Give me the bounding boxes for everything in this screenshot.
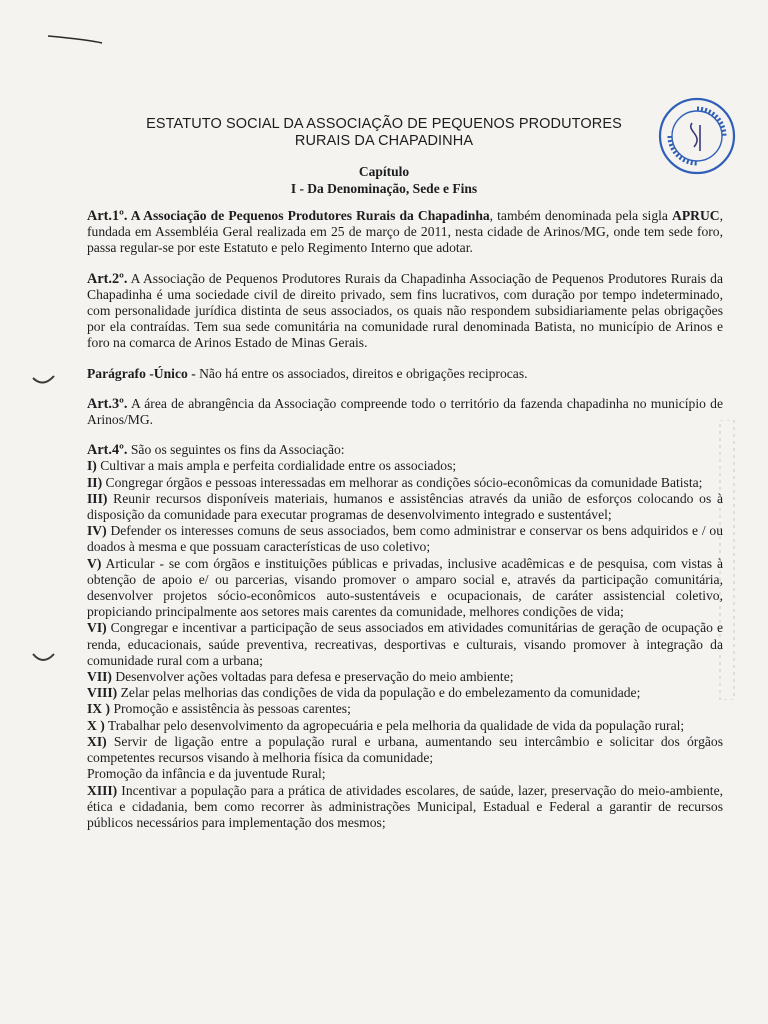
list-item-text: Congregar órgãos e pessoas interessadas em melhorar as condições sócio-econômicas da comunidade Batista; [102, 474, 703, 490]
document-body [87, 208, 723, 831]
list-item [87, 783, 723, 832]
list-item [87, 685, 723, 701]
list-item-text: Cultivar a mais ampla e perfeita cordialidade entre os associados; [96, 458, 457, 474]
article-3-text: A área de abrangência da Associação compreende todo o território da fazenda chapadinha no município de Arinos/MG. [87, 395, 723, 428]
binding-hole-mark-top [28, 360, 58, 390]
list-item-number: IV) [87, 523, 107, 539]
list-item-number: VIII) [87, 685, 118, 701]
list-item-number: X ) [87, 717, 105, 733]
article-4-label: Art.4º. [87, 442, 128, 459]
list-item-text: Trabalhar pelo desenvolvimento da agropecuária e pela melhoria da qualidade de vida da população rural; [104, 717, 685, 733]
list-item-number: VI) [87, 620, 107, 636]
article-1-lead: A Associação de Pequenos Produtores Rurais da Chapadinha [127, 208, 490, 223]
list-item [87, 669, 723, 685]
article-3 [87, 396, 723, 428]
chapter-heading [0, 163, 768, 197]
article-4-intro-text: São os seguintes os fins da Associação: [127, 442, 345, 458]
title-line-2: RURAIS DA CHAPADINHA [294, 133, 474, 149]
article-3-label: Art.3º. [87, 395, 128, 412]
list-item-text: Zelar pelas melhorias das condições de vida da população e do embelezamento da comunidade; [117, 685, 641, 701]
list-item-number: I) [87, 458, 97, 474]
list-item-text: Reunir recursos disponíveis materiais, humanos e assistências através da união de esforços colocando os à disposição da comunidade para executar programas de desenvolvimento integrado e sustentável; [87, 490, 723, 523]
paragrafo-unico-text: Não há entre os associados, direitos e obrigações reciprocas. [195, 365, 528, 381]
list-item-text: Articular - se com órgãos e instituições públicas e privadas, inclusive acadêmicas e de pesquisa, com vistas à obtenção de apoio e/ ou parcerias, visando promover o amparo social e, através da participação comunitária, desenvolver projetos sócio-econômicos auto-sustentáveis e ocupacionais, de caráter assistencial coletivo, propiciando principalmente aos setores mais carentes da comunidade, melhores condições de vida; [87, 555, 723, 620]
article-2-text: A Associação de Pequenos Produtores Rurais da Chapadinha Associação de Pequenos Produtores Rurais da Chapadinha é uma sociedade civil de direito privado, sem fins lucrativos, com duração por tempo indeterminado, com personalidade jurídica distinta de seus associados, os quais não respondem subsidiariamente pelas obrigações por ela contraídas. Tem sua sede comunitária na comunidade rural denominada Batista, no município de Arinos e foro na comarca de Arinos Estado de Minas Gerais. [87, 270, 723, 351]
article-1-label: Art.1º. [87, 208, 128, 224]
article-1-text-1: , também denominada pela sigla [489, 208, 673, 223]
list-item [87, 556, 723, 621]
list-item [87, 523, 723, 555]
list-item-text: Desenvolver ações voltadas para defesa e preservação do meio ambiente; [111, 669, 514, 685]
list-item-number: V) [87, 555, 102, 571]
paragrafo-unico-label: Parágrafo -Único - [87, 365, 196, 381]
list-item-number: IX ) [87, 701, 111, 717]
list-item-number: XI) [87, 733, 107, 749]
list-item-text: Promoção e assistência às pessoas carentes; [110, 701, 351, 717]
list-item [87, 458, 723, 474]
list-item [87, 734, 723, 766]
list-item-text: Promoção da infância e da juventude Rural; [87, 766, 326, 782]
list-item-text: Servir de ligação entre a população rural e urbana, aumentando seu intercâmbio e solicitar dos órgãos competentes recursos visando à melhoria física da comunidade; [87, 733, 723, 766]
article-2-label: Art.2º. [87, 270, 128, 287]
list-item [87, 620, 723, 669]
paragrafo-unico [87, 366, 723, 382]
list-item-text: Defender os interesses comuns de seus associados, bem como administrar e conservar os bens adquiridos e / ou doados à mesma e que possuam características de uso coletivo; [87, 523, 723, 555]
list-item [87, 491, 723, 523]
article-2 [87, 271, 723, 352]
article-1-text-2: , fundada em Assembléia Geral realizada em 25 de março de 2011, nesta cidade de Arinos/MG, onde tem sede foro, passa regular-se por este Estatuto e pelo Regimento Interno que adotar. [87, 208, 723, 256]
list-item-number: II) [87, 474, 103, 490]
list-item-number: XIII) [87, 782, 118, 798]
list-item [87, 701, 723, 717]
title-line-1: ESTATUTO SOCIAL DA ASSOCIAÇÃO DE PEQUENOS PRODUTORES [146, 116, 622, 132]
list-item [87, 475, 723, 491]
binding-hole-mark-bottom [28, 640, 58, 670]
article-1 [87, 208, 723, 257]
article-4-intro [87, 442, 723, 458]
list-item-number: III) [87, 490, 108, 506]
list-item-text: Congregar e incentivar a participação de seus associados em atividades comunitárias de geração de ocupação e renda, educacionais, saúde preventiva, recreativas, desportivas e culturais, visando promover à integração da comunidade rural com a urbana; [87, 620, 723, 668]
list-item [87, 718, 723, 734]
chapter-label: Capítulo [358, 164, 410, 179]
list-item-text: Incentivar a população para a prática de atividades escolares, de saúde, lazer, preservação do meio-ambiente, ética e cidadania, bem como recorrer às administrações Municipal, Estadual e Federal a garantir de recursos públicos necessários para implementação dos mesmos; [87, 782, 723, 830]
list-item-number: VII) [87, 669, 112, 685]
document-title [0, 116, 768, 150]
scan-pen-mark [40, 30, 110, 50]
article-1-sigla: APRUC [672, 208, 720, 223]
list-item [87, 766, 723, 782]
chapter-title: I - Da Denominação, Sede e Fins [290, 181, 478, 196]
